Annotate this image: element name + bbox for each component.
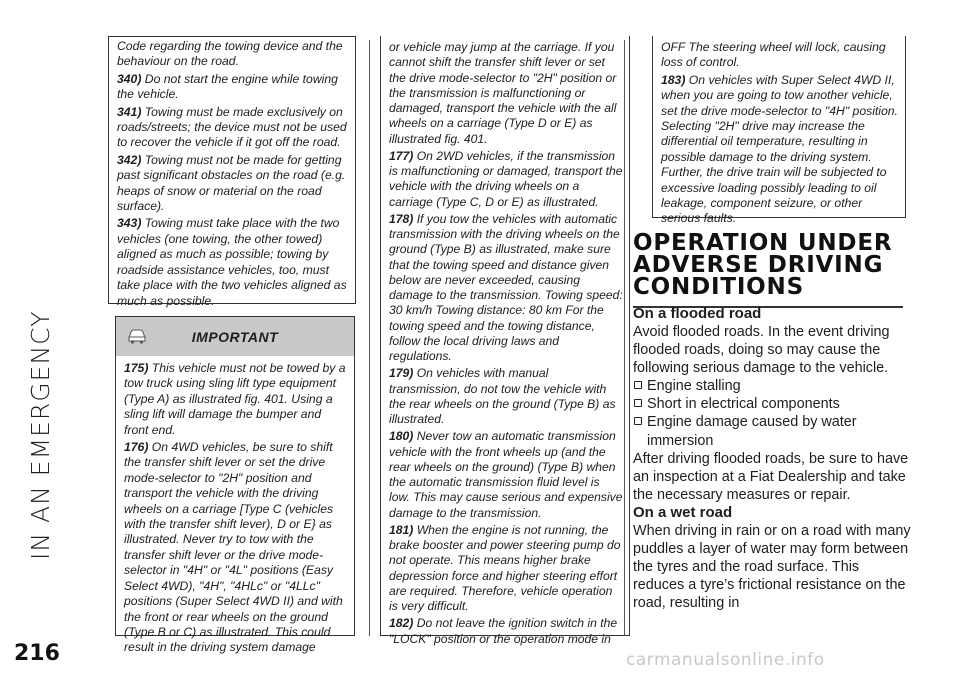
section-title: OPERATION UNDER ADVERSE DRIVING CONDITIONS [633,232,903,308]
list-item: Short in electrical components [633,395,913,413]
important-text: This vehicle must not be towed by a tow truck using sling lift type equipment (Type A) as illustrated fig. 401. Using a sling lift will damage the bumper and front end. [124,361,346,437]
important-number: 178) [389,211,414,226]
paragraph: When driving in rain or on a road with many puddles a layer of water may form between the tyres and the road surface. This reduces a tyre’s frictional resistance on the road, resulting in [633,522,911,612]
important-item [389,212,623,365]
important-item [389,429,623,521]
warning-item [117,72,349,103]
important-text: or vehicle may jump at the carriage. If you cannot shift the transfer shift lever or set the drive mode-selector to "2H" position or the transmission is malfunctioning or damaged, transport the vehicle with the all wheels on a carriage (Type D or E) as illustrated fig. 401. [389,40,617,146]
subsection-heading: On a wet road [633,503,733,521]
important-item [389,366,623,427]
warning-text: Towing must take place with the two vehicles (one towing, the other towed) aligned as much as possible; towing by roadside assistance vehicles, too, must take place with the two vehicles aligned as much as possible. [117,216,347,308]
important-number: 183) [661,72,686,87]
warning-text: Do not start the engine while towing the vehicle. [117,71,338,102]
warning-number: 343) [117,216,142,231]
warning-text: Towing must be made exclusively on roads/streets; the device must not be used to recover the vehicle if it got off the road. [117,104,347,150]
warning-text: Towing must not be made for getting past significant obstacles on the road (e.g. heaps of snow or material on the road surface). [117,152,346,214]
watermark: carmanualsonline.info [626,650,825,670]
important-item [389,149,623,210]
warning-box [108,36,356,308]
important-item [661,73,899,227]
important-text: On 4WD vehicles, be sure to shift the transfer shift lever or set the drive mode-selector to "2H" position and transport the vehicle with the driving wheels on a carriage [Type C (vehicles with the transfer shift lever), D or E} as illustrated. Never try to tow with the transfer shift lever or the drive mode-selector in "4H" or "4L" positions (Easy Select 4WD), "4H", "4HLc" or "4LLc" positions (Super Select 4WD II) and with the front or rear wheels on the ground (Type B or C) as illustrated. This could result in the driving system damage [124,440,343,655]
paragraph: Avoid flooded roads. In the event driving flooded roads, doing so may cause the following serious damage to the vehicle. [633,324,890,377]
important-text: OFF The steering wheel will lock, causing loss of control. [661,40,886,70]
list-item: Engine stalling [633,377,913,395]
important-text: On vehicles with manual transmission, do not tow the vehicle with the rear wheels on the ground (Type B) as illustrated. [389,366,616,426]
important-number: 176) [124,440,149,455]
important-number: 179) [389,366,414,381]
important-number: 182) [389,616,414,631]
chapter-side-title: IN AN EMERGENCY [26,310,55,560]
important-text: On vehicles with Super Select 4WD II, when you are going to tow another vehicle, set the drive mode-selector to "4H" position. Selecting "2H" drive may increase the differential oil temperature, resulting in possible damage to the driving system. Further, the drive train will be subjected to excessive loading possibly leading to oil leakage, component seizure, or other serious faults. [661,72,898,226]
section-body [633,305,913,612]
important-box-continued [380,36,630,646]
warning-number: 340) [117,71,142,86]
warning-number: 341) [117,104,142,119]
important-number: 180) [389,429,414,444]
subsection-heading: On a flooded road [633,305,762,322]
important-item [389,616,623,647]
important-text: When the engine is not running, the brake booster and power steering pump do not operate. This means higher brake depression force and higher steering effort are required. Therefore, vehicle operation is very difficult. [389,522,621,613]
important-item [124,440,348,656]
warning-item [117,105,349,151]
important-label: IMPORTANT [191,329,279,345]
important-box [115,355,355,655]
important-header [115,316,355,356]
important-number: 177) [389,148,414,163]
warning-text: Code regarding the towing device and the behaviour on the road. [117,39,343,69]
column-divider [369,40,370,636]
warning-item [117,153,349,215]
important-number: 181) [389,522,414,537]
page-number: 216 [14,641,60,666]
important-text: If you tow the vehicles with automatic transmission with the driving wheels on the ground (Type B) as illustrated, make sure that the towing speed and distance given below are never exceeded, causing damage to the transmission. Towing speed: 30 km/h Towing distance: 80 km For the towing speed and the towing distance, follow the local driving laws and regulations. [389,211,623,363]
important-number: 175) [124,361,149,375]
important-text: On 2WD vehicles, if the transmission is malfunctioning or damaged, transport the vehicle with the driving wheels on a carriage (Type C, D or E) as illustrated. [389,148,623,209]
important-item [389,523,623,615]
warning-item [117,216,349,308]
important-box-end [652,36,906,226]
list-item: Engine damage caused by water immersion [633,413,913,449]
important-item [124,361,348,438]
important-text: Do not leave the ignition switch in the "LOCK" position or the operation mode in [389,616,618,646]
warning-number: 342) [117,152,142,167]
paragraph: After driving flooded roads, be sure to have an inspection at a Fiat Dealership and take the necessary measures or repair. [633,450,909,503]
important-text: Never tow an automatic transmission vehicle with the front wheels up (and the rear wheels on the ground) (Type B) when the automatic transmission fluid level is low. This may cause serious and expensive damage to the transmission. [389,429,623,520]
